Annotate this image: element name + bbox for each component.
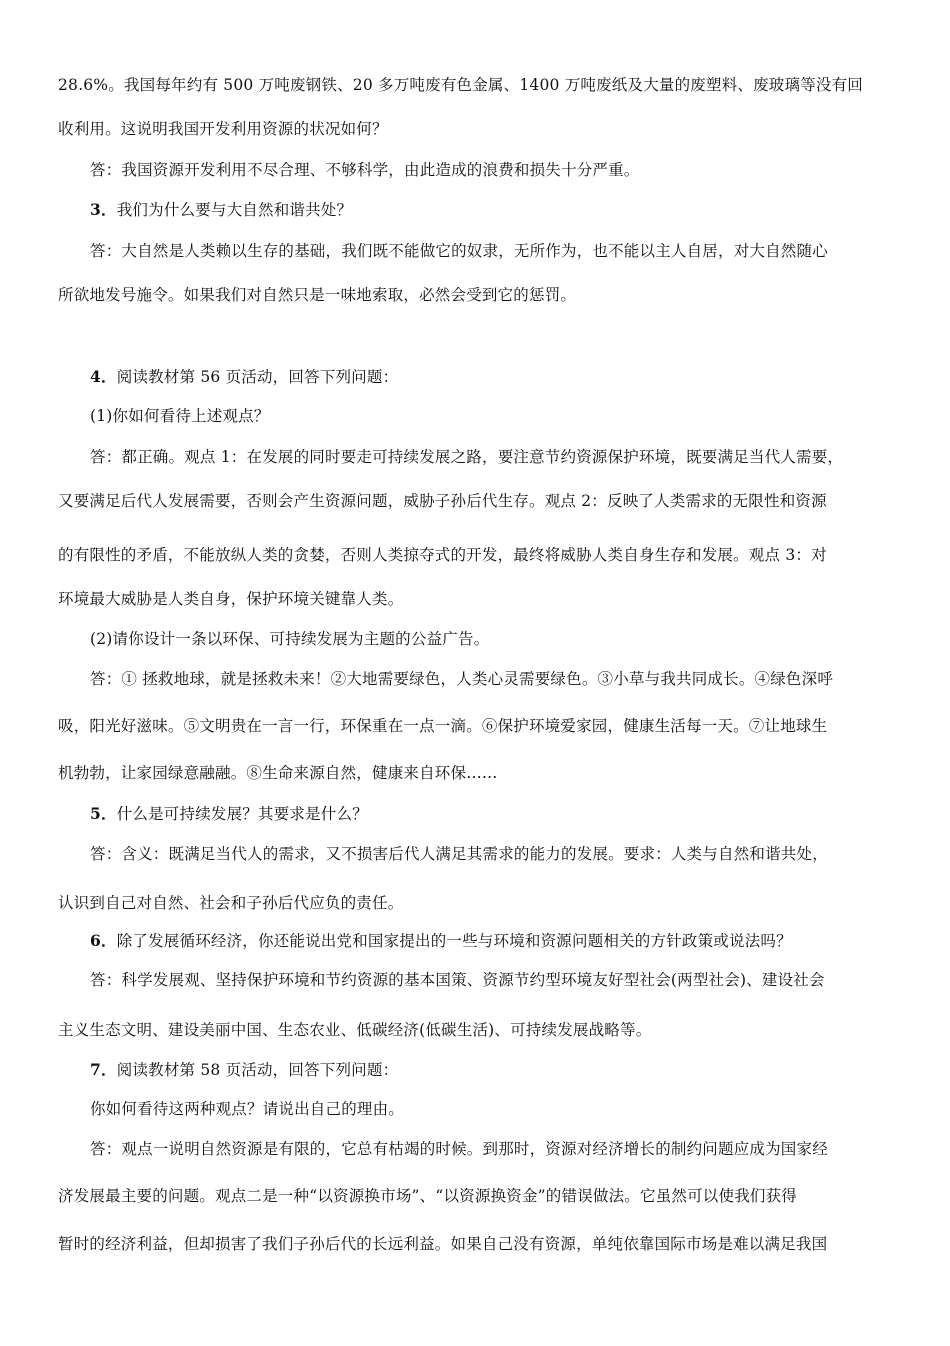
sub-question: (2)请你设计一条以环保、可持续发展为主题的公益广告。 [90,630,490,648]
sub-question: 你如何看待这两种观点？请说出自己的理由。 [90,1100,405,1118]
text-line: 暂时的经济利益，但却损害了我们子孙后代的长远利益。如果自己没有资源，单纯依靠国际市场是难以满足我国 [58,1235,828,1253]
question-number: 5． [90,804,117,823]
answer-line: 答：都正确。观点 1：在发展的同时要走可持续发展之路，要注意节约资源保护环境，既要满足当代人需要， [90,448,844,466]
question-4 [90,367,898,387]
answer-line: 答：① 拯救地球，就是拯救未来！②大地需要绿色，人类心灵需要绿色。③小草与我共同成长。④绿色深呼 [90,670,834,688]
text-line: 所欲地发号施令。如果我们对自然只是一味地索取，必然会受到它的惩罚。 [58,286,577,304]
text-line: 环境最大威胁是人类自身，保护环境关键靠人类。 [58,590,404,608]
text-line: 认识到自己对自然、社会和子孙后代应负的责任。 [58,894,404,912]
text-line: 吸，阳光好滋味。⑤文明贵在一言一行，环保重在一点一滴。⑥保护环境爱家园，健康生活每一天。⑦让地球生 [58,717,828,735]
text-line: 28.6%。我国每年约有 500 万吨废钢铁、20 多万吨废有色金属、1400 万吨废纸及大量的废塑料、废玻璃等没有回 [58,76,864,94]
question-5 [90,804,898,824]
answer-line: 答：科学发展观、坚持保护环境和节约资源的基本国策、资源节约型环境友好型社会(两型社会)、建设社会 [90,971,825,989]
question-text: 什么是可持续发展？其要求是什么？ [116,805,368,823]
text-line: 收利用。这说明我国开发利用资源的状况如何？ [58,120,388,138]
answer-line: 答：大自然是人类赖以生存的基础，我们既不能做它的奴隶，无所作为，也不能以主人自居，对大自然随心 [90,242,828,260]
text-line: 机勃勃，让家园绿意融融。⑧生命来源自然，健康来自环保…… [58,764,498,782]
text-line: 主义生态文明、建设美丽中国、生态农业、低碳经济(低碳生活)、可持续发展战略等。 [58,1021,652,1039]
question-number: 3． [90,200,117,219]
answer-line: 答：我国资源开发利用不尽合理、不够科学，由此造成的浪费和损失十分严重。 [90,161,640,179]
question-text: 阅读教材第 58 页活动，回答下列问题： [116,1061,399,1079]
text-line: 又要满足后代人发展需要，否则会产生资源问题，威胁子孙后代生存。观点 2：反映了人类需求的无限性和资源 [58,492,827,510]
question-number: 6． [90,931,117,950]
question-text: 除了发展循环经济，你还能说出党和国家提出的一些与环境和资源问题相关的方针政策或说法吗？ [116,932,792,950]
question-number: 4． [90,367,117,386]
text-line: 的有限性的矛盾，不能放纵人类的贪婪，否则人类掠夺式的开发，最终将威胁人类自身生存和发展。观点 3：对 [58,546,827,564]
question-text: 我们为什么要与大自然和谐共处？ [116,201,353,219]
question-6 [90,931,898,951]
answer-line: 答：含义：既满足当代人的需求，又不损害后代人满足其需求的能力的发展。要求：人类与自然和谐共处， [90,845,828,863]
question-3 [90,200,898,220]
question-text: 阅读教材第 56 页活动，回答下列问题： [116,368,399,386]
text-line: 济发展最主要的问题。观点二是一种“以资源换市场”、“以资源换资金”的错误做法。它虽然可以使我们获得 [58,1187,797,1205]
question-7 [90,1060,898,1080]
answer-line: 答：观点一说明自然资源是有限的，它总有枯竭的时候。到那时，资源对经济增长的制约问题应成为国家经 [90,1140,828,1158]
question-number: 7． [90,1060,117,1079]
sub-question: (1)你如何看待上述观点？ [90,407,270,425]
